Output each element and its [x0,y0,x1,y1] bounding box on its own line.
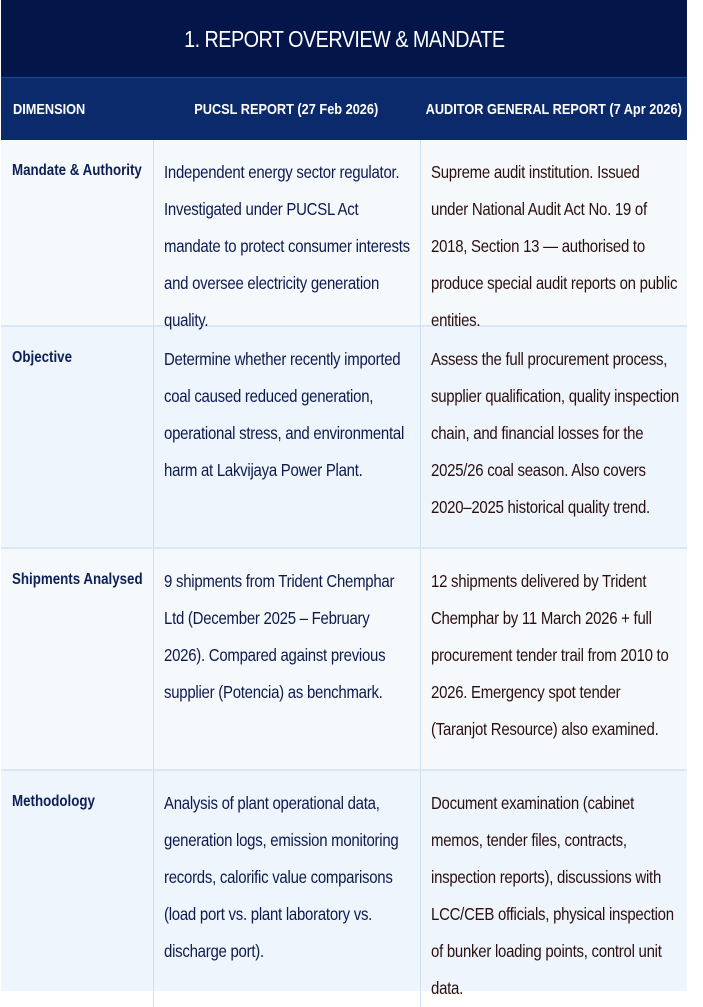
auditor-text: Supreme audit institution. Issued under National Audit Act No. 19 of 2018, Section 13 — authorised to produce special audit reports on public entities. [431,162,678,330]
table-row-mandate [1,140,687,330]
pucsl-text: 9 shipments from Trident Chemphar Ltd (December 2025 – February 2026). Compared against previous supplier (Potencia) as benchmark. [164,571,395,702]
header-pucsl [153,78,420,140]
table-row-objective [1,327,687,549]
row-pucsl-cell [153,549,420,769]
row-pucsl-cell [153,771,420,1007]
row-auditor-cell [420,140,687,339]
auditor-text: Document examination (cabinet memos, tender files, contracts, inspection reports), discussions with LCC/CEB officials, physical inspection of bunker loading points, control unit data. [431,793,674,998]
pucsl-text: Determine whether recently imported coal caused reduced generation, operational stress, and environmental harm at Lakvijaya Power Plant. [164,349,405,480]
report-overview-section [1,0,687,998]
section-title: 1. REPORT OVERVIEW & MANDATE [183,26,505,52]
header-dimension [1,78,153,140]
row-dimension [1,327,153,547]
table-row-shipments [1,549,687,771]
table-header-row [1,77,687,140]
row-dimension [1,549,153,769]
dimension-label: Methodology [12,793,95,810]
header-auditor [420,78,687,140]
header-pucsl-label: PUCSL REPORT (27 Feb 2026) [194,100,379,118]
header-dimension-label: DIMENSION [13,100,86,118]
dimension-label: Mandate & Authority [12,162,142,179]
row-dimension [1,140,153,339]
pucsl-text: Independent energy sector regulator. Investigated under PUCSL Act mandate to protect consumer interests and oversee electricity generation quality. [164,162,410,330]
pucsl-text: Analysis of plant operational data, generation logs, emission monitoring records, calorific value comparisons (load port vs. plant laboratory vs. discharge port). [164,793,399,961]
row-dimension [1,771,153,1007]
row-auditor-cell [420,771,687,1007]
section-title-bar [1,0,687,77]
row-auditor-cell [420,549,687,769]
dimension-label: Objective [12,349,73,366]
row-pucsl-cell [153,140,420,339]
auditor-text: Assess the full procurement process, supplier qualification, quality inspection chain, and financial losses for the 2025/26 coal season. Also covers 2020–2025 historical quality trend. [431,349,679,517]
header-auditor-label: AUDITOR GENERAL REPORT (7 Apr 2026) [425,100,682,118]
row-auditor-cell [420,327,687,547]
auditor-text: 12 shipments delivered by Trident Chemphar by 11 March 2026 + full procurement tender trail from 2010 to 2026. Emergency spot tender (Taranjot Resource) also examined. [431,571,669,739]
table-row-methodology [1,771,687,998]
dimension-label: Shipments Analysed [12,571,143,588]
row-pucsl-cell [153,327,420,547]
